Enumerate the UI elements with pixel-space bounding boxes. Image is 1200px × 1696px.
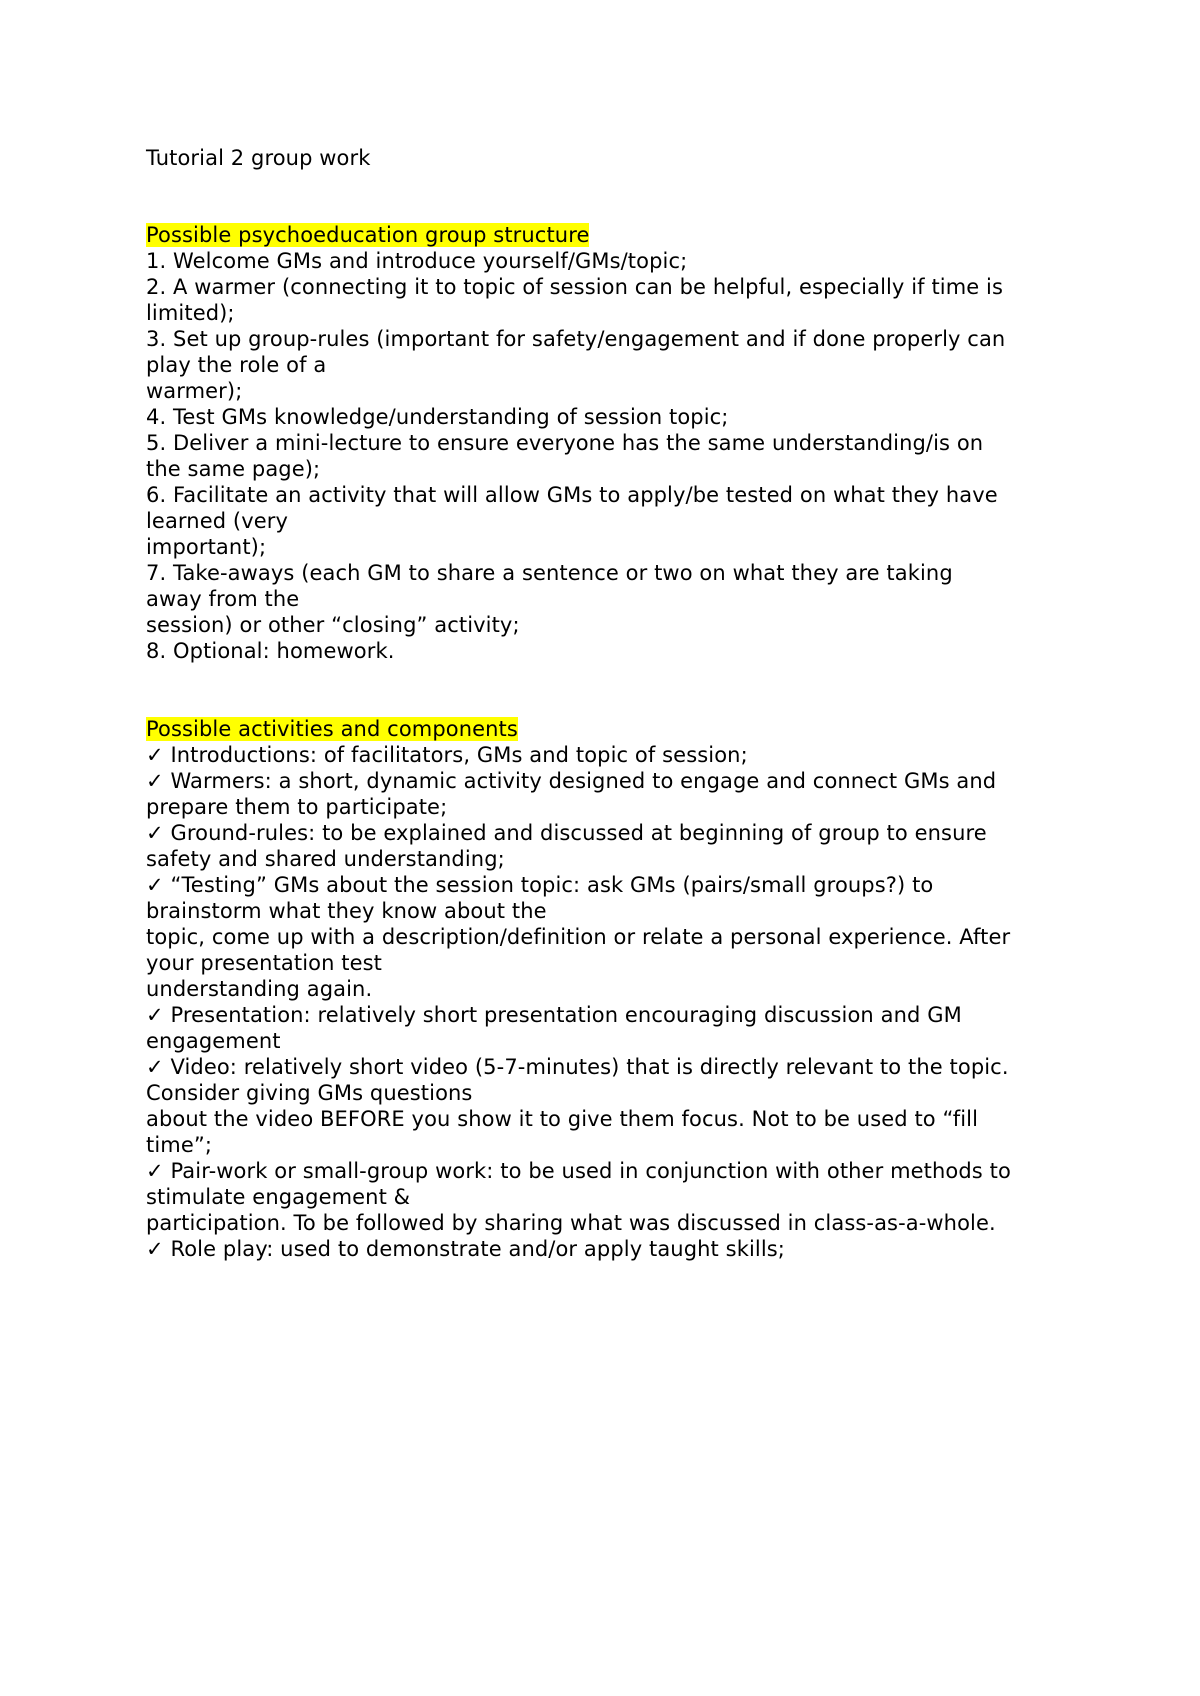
text-line: ✓ Warmers: a short, dynamic activity designed to engage and connect GMs and bbox=[146, 769, 997, 793]
text-line: important); bbox=[146, 535, 267, 559]
section-activities-components bbox=[146, 716, 1066, 1262]
text-line: time”; bbox=[146, 1133, 212, 1157]
text-line: topic, come up with a description/definition or relate a personal experience. After bbox=[146, 925, 1011, 949]
document-page bbox=[146, 145, 1066, 1262]
highlighted-heading: Possible activities and components bbox=[146, 717, 518, 741]
text-line: the same page); bbox=[146, 457, 321, 481]
highlighted-heading: Possible psychoeducation group structure bbox=[146, 223, 590, 247]
text-line: 7. Take-aways (each GM to share a sentence or two on what they are taking bbox=[146, 561, 953, 585]
text-line: 8. Optional: homework. bbox=[146, 639, 395, 663]
text-line: your presentation test bbox=[146, 951, 383, 975]
text-line: stimulate engagement & bbox=[146, 1185, 411, 1209]
document-title: Tutorial 2 group work bbox=[146, 146, 371, 170]
text-line: participation. To be followed by sharing what was discussed in class-as-a-whole. bbox=[146, 1211, 996, 1235]
section-lines bbox=[146, 248, 1066, 664]
text-line: away from the bbox=[146, 587, 300, 611]
text-line: Consider giving GMs questions bbox=[146, 1081, 473, 1105]
text-line: about the video BEFORE you show it to give them focus. Not to be used to “fill bbox=[146, 1107, 979, 1131]
text-line: safety and shared understanding; bbox=[146, 847, 505, 871]
text-line: 4. Test GMs knowledge/understanding of session topic; bbox=[146, 405, 729, 429]
text-line: ✓ Pair-work or small-group work: to be used in conjunction with other methods to bbox=[146, 1159, 1011, 1183]
text-line: warmer); bbox=[146, 379, 243, 403]
text-line: limited); bbox=[146, 301, 235, 325]
text-line: 6. Facilitate an activity that will allow GMs to apply/be tested on what they have bbox=[146, 483, 998, 507]
spacer bbox=[146, 171, 1066, 222]
section-lines bbox=[146, 742, 1066, 1262]
text-line: learned (very bbox=[146, 509, 289, 533]
text-line: 5. Deliver a mini-lecture to ensure everyone has the same understanding/is on bbox=[146, 431, 984, 455]
text-line: ✓ Role play: used to demonstrate and/or apply taught skills; bbox=[146, 1237, 785, 1261]
text-line: ✓ “Testing” GMs about the session topic: ask GMs (pairs/small groups?) to bbox=[146, 873, 934, 897]
text-line: engagement bbox=[146, 1029, 281, 1053]
section-psychoeducation-structure bbox=[146, 222, 1066, 664]
spacer bbox=[146, 664, 1066, 716]
text-line: session) or other “closing” activity; bbox=[146, 613, 520, 637]
text-line: 2. A warmer (connecting it to topic of session can be helpful, especially if time is bbox=[146, 275, 1004, 299]
section-heading bbox=[146, 222, 1066, 248]
text-line: ✓ Video: relatively short video (5-7-minutes) that is directly relevant to the topic. bbox=[146, 1055, 1009, 1079]
section-heading bbox=[146, 716, 1066, 742]
text-line: 1. Welcome GMs and introduce yourself/GMs/topic; bbox=[146, 249, 688, 273]
text-line: ✓ Introductions: of facilitators, GMs and topic of session; bbox=[146, 743, 748, 767]
text-line: prepare them to participate; bbox=[146, 795, 448, 819]
text-line: brainstorm what they know about the bbox=[146, 899, 547, 923]
text-line: 3. Set up group-rules (important for safety/engagement and if done properly can bbox=[146, 327, 1006, 351]
text-line: ✓ Presentation: relatively short presentation encouraging discussion and GM bbox=[146, 1003, 962, 1027]
text-line: play the role of a bbox=[146, 353, 327, 377]
text-line: understanding again. bbox=[146, 977, 373, 1001]
text-line: ✓ Ground-rules: to be explained and discussed at beginning of group to ensure bbox=[146, 821, 987, 845]
